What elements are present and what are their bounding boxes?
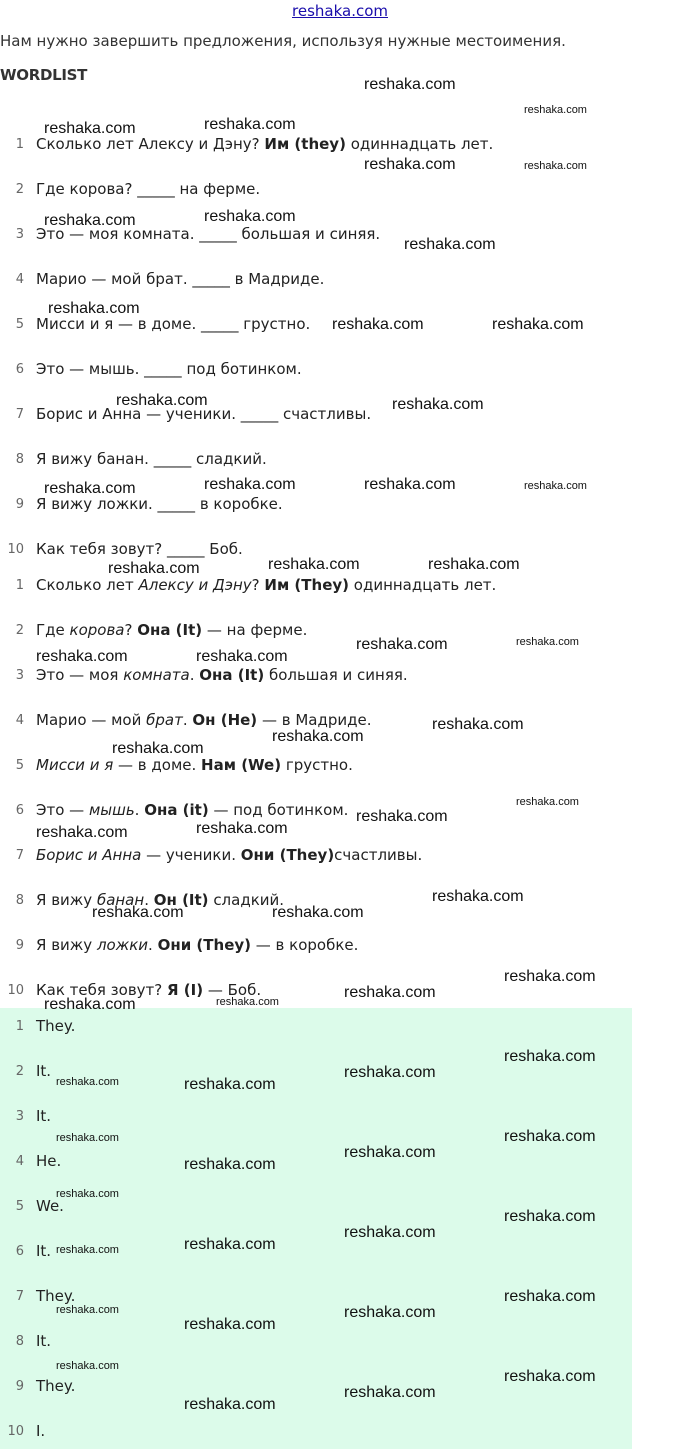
wordlist-label: WORDLIST (0, 66, 88, 84)
watermark: reshaka.com (504, 1128, 596, 1145)
watermark: reshaka.com (216, 996, 279, 1008)
watermark: reshaka.com (184, 1236, 276, 1253)
item-text: Это — мышь. _____ под ботинком. (36, 360, 302, 378)
watermark: reshaka.com (44, 212, 136, 229)
watermark: reshaka.com (432, 716, 524, 733)
watermark: reshaka.com (44, 996, 136, 1013)
watermark: reshaka.com (404, 236, 496, 253)
item-text: He. (36, 1152, 62, 1170)
item-number: 3 (15, 1108, 24, 1124)
site-link[interactable]: reshaka.com (292, 2, 388, 20)
item-number: 4 (15, 712, 24, 728)
watermark: reshaka.com (364, 76, 456, 93)
answer-row (0, 1419, 45, 1443)
watermark: reshaka.com (344, 1304, 436, 1321)
watermark: reshaka.com (184, 1076, 276, 1093)
solution-row (0, 663, 408, 687)
item-number: 2 (15, 181, 24, 197)
watermark: reshaka.com (36, 648, 128, 665)
item-number: 3 (15, 226, 24, 242)
solution-row (0, 798, 348, 822)
watermark: reshaka.com (504, 968, 596, 985)
item-number: 8 (15, 451, 24, 467)
item-text: Борис и Анна — ученики. Они (They)счастливы. (36, 846, 423, 864)
item-text: Это — моя комната. _____ большая и синяя. (36, 225, 381, 243)
answer-row (0, 1239, 51, 1263)
watermark: reshaka.com (268, 556, 360, 573)
watermark: reshaka.com (344, 1064, 436, 1081)
answer-row (0, 1194, 64, 1218)
watermark: reshaka.com (56, 1188, 119, 1200)
intro-text: Нам нужно завершить предложения, используя нужные местоимения. (0, 32, 566, 50)
item-number: 7 (15, 1288, 24, 1304)
watermark: reshaka.com (196, 820, 288, 837)
item-text: Где корова? _____ на ферме. (36, 180, 261, 198)
item-text: It. (36, 1107, 52, 1125)
watermark: reshaka.com (524, 480, 587, 492)
watermark: reshaka.com (184, 1316, 276, 1333)
watermark: reshaka.com (56, 1132, 119, 1144)
item-text: I. (36, 1422, 46, 1440)
watermark: reshaka.com (356, 808, 448, 825)
item-text: Сколько лет Алексу и Дэну? Им (They) одиннадцать лет. (36, 576, 497, 594)
item-text: They. (36, 1377, 76, 1395)
watermark: reshaka.com (364, 156, 456, 173)
watermark: reshaka.com (204, 208, 296, 225)
watermark: reshaka.com (196, 648, 288, 665)
watermark: reshaka.com (356, 636, 448, 653)
item-text: Я вижу банан. _____ сладкий. (36, 450, 267, 468)
watermark: reshaka.com (204, 476, 296, 493)
watermark: reshaka.com (112, 740, 204, 757)
answer-row (0, 1059, 51, 1083)
watermark: reshaka.com (36, 824, 128, 841)
item-text: Где корова? Она (It) — на ферме. (36, 621, 308, 639)
item-text: Это — моя комната. Она (It) большая и синяя. (36, 666, 408, 684)
task-row (0, 357, 302, 381)
item-number: 7 (15, 406, 24, 422)
answer-row (0, 1104, 51, 1128)
item-number: 8 (15, 892, 24, 908)
watermark: reshaka.com (116, 392, 208, 409)
item-number: 5 (15, 757, 24, 773)
item-number: 9 (15, 1378, 24, 1394)
item-number: 9 (15, 496, 24, 512)
watermark: reshaka.com (504, 1368, 596, 1385)
item-number: 6 (15, 802, 24, 818)
answer-row (0, 1374, 75, 1398)
item-text: Как тебя зовут? _____ Боб. (36, 540, 243, 558)
watermark: reshaka.com (504, 1048, 596, 1065)
watermark: reshaka.com (364, 476, 456, 493)
item-text: Марио — мой брат. Он (He) — в Мадриде. (36, 711, 372, 729)
watermark: reshaka.com (432, 888, 524, 905)
item-number: 9 (15, 937, 24, 953)
watermark: reshaka.com (44, 120, 136, 137)
item-text: Я вижу ложки. _____ в коробке. (36, 495, 283, 513)
item-text: Борис и Анна — ученики. _____ счастливы. (36, 405, 372, 423)
item-text: Это — мышь. Она (it) — под ботинком. (36, 801, 349, 819)
item-number: 5 (15, 316, 24, 332)
item-text: It. (36, 1062, 52, 1080)
item-number: 2 (15, 622, 24, 638)
item-text: Мисси и я — в доме. _____ грустно. (36, 315, 311, 333)
item-number: 10 (7, 1423, 24, 1439)
watermark: reshaka.com (516, 636, 579, 648)
answer-row (0, 1149, 61, 1173)
item-number: 2 (15, 1063, 24, 1079)
item-number: 1 (15, 1018, 24, 1034)
item-text: Я вижу банан. Он (It) сладкий. (36, 891, 285, 909)
watermark: reshaka.com (184, 1396, 276, 1413)
watermark: reshaka.com (524, 104, 587, 116)
task-row (0, 177, 260, 201)
watermark: reshaka.com (504, 1208, 596, 1225)
item-number: 3 (15, 667, 24, 683)
watermark: reshaka.com (44, 480, 136, 497)
watermark: reshaka.com (272, 904, 364, 921)
watermark: reshaka.com (56, 1360, 119, 1372)
answer-row (0, 1014, 75, 1038)
watermark: reshaka.com (344, 984, 436, 1001)
watermark: reshaka.com (204, 116, 296, 133)
watermark: reshaka.com (48, 300, 140, 317)
watermark: reshaka.com (392, 396, 484, 413)
task-row (0, 267, 324, 291)
item-text: It. (36, 1242, 52, 1260)
item-number: 10 (7, 541, 24, 557)
item-text: Мисси и я — в доме. Нам (We) грустно. (36, 756, 353, 774)
solution-row (0, 618, 307, 642)
item-number: 8 (15, 1333, 24, 1349)
item-number: 4 (15, 271, 24, 287)
solution-row (0, 573, 496, 597)
solution-row (0, 933, 358, 957)
watermark: reshaka.com (516, 796, 579, 808)
item-text: Марио — мой брат. _____ в Мадриде. (36, 270, 325, 288)
item-number: 7 (15, 847, 24, 863)
watermark: reshaka.com (428, 556, 520, 573)
watermark: reshaka.com (344, 1384, 436, 1401)
answer-row (0, 1329, 51, 1353)
watermark: reshaka.com (332, 316, 424, 333)
watermark: reshaka.com (108, 560, 200, 577)
watermark: reshaka.com (504, 1288, 596, 1305)
watermark: reshaka.com (344, 1144, 436, 1161)
watermark: reshaka.com (92, 904, 184, 921)
item-number: 6 (15, 361, 24, 377)
task-row (0, 537, 243, 561)
item-number: 10 (7, 982, 24, 998)
task-row (0, 447, 267, 471)
watermark: reshaka.com (56, 1304, 119, 1316)
watermark: reshaka.com (272, 728, 364, 745)
solution-row (0, 843, 422, 867)
watermark: reshaka.com (184, 1156, 276, 1173)
watermark: reshaka.com (56, 1244, 119, 1256)
item-text: They. (36, 1017, 76, 1035)
item-text: They. (36, 1287, 76, 1305)
task-row (0, 312, 310, 336)
watermark: reshaka.com (344, 1224, 436, 1241)
item-number: 4 (15, 1153, 24, 1169)
item-text: We. (36, 1197, 64, 1215)
item-number: 1 (15, 577, 24, 593)
item-text: Сколько лет Алексу и Дэну? Им (they) одиннадцать лет. (36, 135, 494, 153)
watermark: reshaka.com (492, 316, 584, 333)
item-number: 1 (15, 136, 24, 152)
watermark: reshaka.com (56, 1076, 119, 1088)
item-number: 5 (15, 1198, 24, 1214)
item-text: Я вижу ложки. Они (They) — в коробке. (36, 936, 359, 954)
item-text: It. (36, 1332, 52, 1350)
item-number: 6 (15, 1243, 24, 1259)
task-row (0, 492, 283, 516)
watermark: reshaka.com (524, 160, 587, 172)
item-text: Как тебя зовут? Я (I) — Боб. (36, 981, 262, 999)
